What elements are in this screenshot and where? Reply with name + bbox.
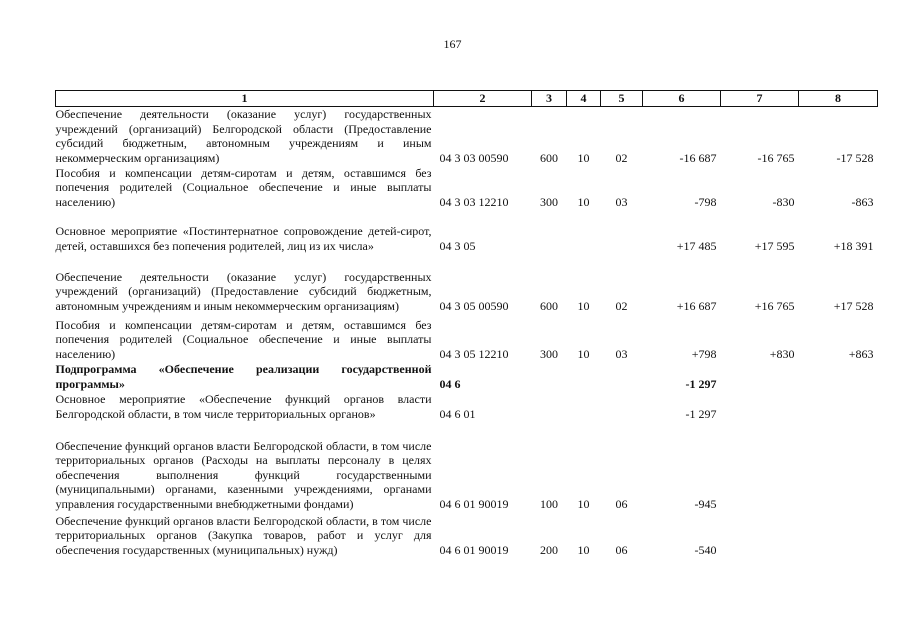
table-row	[56, 165, 878, 209]
row-value-1: -540	[694, 542, 717, 557]
row-value-2	[721, 511, 799, 557]
row-value-1: -1 297	[685, 406, 717, 421]
table-row	[56, 313, 878, 361]
row-vr: 600	[540, 298, 558, 313]
row-value-1: -16 687	[679, 150, 717, 165]
row-vr	[532, 209, 567, 253]
table-row	[56, 209, 878, 253]
row-code: 04 3 03 12210	[439, 194, 509, 209]
row-value-1: +798	[691, 346, 717, 361]
row-name: Основное мероприятие «Обеспечение функций органов власти Белгородской области, в том числе территориальных органов»	[55, 392, 432, 421]
row-pr	[601, 361, 643, 391]
row-value-3: +18 391	[833, 238, 874, 253]
row-rz	[567, 391, 601, 421]
row-rz: 10	[577, 346, 590, 361]
header-row	[56, 91, 878, 107]
row-value-3	[799, 391, 878, 421]
table-row	[56, 253, 878, 313]
row-vr: 200	[540, 542, 558, 557]
row-value-3: -17 528	[836, 150, 874, 165]
row-pr: 03	[615, 194, 628, 209]
row-pr: 06	[615, 542, 628, 557]
header-col-2: 2	[434, 91, 532, 107]
row-code: 04 6 01 90019	[439, 496, 509, 511]
row-name: Подпрограмма «Обеспечение реализации государственной программы»	[55, 362, 432, 391]
table-row	[56, 421, 878, 511]
row-value-2: +830	[769, 346, 795, 361]
row-pr: 03	[615, 346, 628, 361]
row-rz	[567, 209, 601, 253]
row-value-1: -945	[694, 496, 717, 511]
row-rz	[567, 361, 601, 391]
header-col-3: 3	[532, 91, 567, 107]
page-number: 167	[443, 37, 462, 51]
row-value-1: -798	[694, 194, 717, 209]
row-name: Обеспечение деятельности (оказание услуг) государственных учреждений (организаций) (Предоставление субсидий бюджетным, автономным учреждениям и иным некоммерческим организациям)	[55, 269, 432, 313]
row-value-3	[799, 361, 878, 391]
row-vr: 100	[540, 496, 558, 511]
row-pr: 02	[615, 298, 628, 313]
row-name: Обеспечение функций органов власти Белгородской области, в том числе территориальных органов (Расходы на выплаты персоналу в целях обеспечения выполнения функций государственными (муниципальными) органами, казенными учреждениями, органами управления государственными внебюджетными фондами)	[55, 438, 432, 511]
row-code: 04 3 05 00590	[439, 298, 509, 313]
budget-table	[55, 90, 878, 557]
row-value-2: -830	[772, 194, 795, 209]
row-code: 04 3 05	[439, 238, 476, 253]
header-col-4: 4	[567, 91, 601, 107]
row-name: Обеспечение функций органов власти Белгородской области, в том числе территориальных органов (Закупка товаров, работ и услуг для обеспечения государственных (муниципальных) нужд)	[55, 513, 432, 557]
row-value-3: -863	[851, 194, 874, 209]
header-col-8: 8	[799, 91, 878, 107]
row-vr	[532, 391, 567, 421]
row-value-1: -1 297	[685, 376, 717, 391]
row-name: Пособия и компенсации детям-сиротам и детям, оставшимся без попечения родителей (Социальное обеспечение и иные выплаты населению)	[55, 165, 432, 209]
table-row	[56, 511, 878, 557]
row-pr: 06	[615, 496, 628, 511]
row-value-3: +17 528	[833, 298, 874, 313]
table-body	[56, 107, 878, 558]
row-name: Пособия и компенсации детям-сиротам и детям, оставшимся без попечения родителей (Социальное обеспечение и иные выплаты населению)	[55, 317, 432, 361]
row-value-2: -16 765	[757, 150, 795, 165]
row-value-3	[799, 511, 878, 557]
row-name: Основное мероприятие «Постинтернатное сопровождение детей-сирот, детей, оставшихся без попечения родителей, лиц из их числа»	[55, 224, 432, 253]
header-col-7: 7	[721, 91, 799, 107]
row-pr: 02	[615, 150, 628, 165]
row-value-2	[721, 391, 799, 421]
row-rz: 10	[577, 194, 590, 209]
row-code: 04 6	[439, 376, 461, 391]
table-row	[56, 361, 878, 391]
row-vr	[532, 361, 567, 391]
row-value-2: +16 765	[754, 298, 795, 313]
row-value-1: +16 687	[676, 298, 717, 313]
row-code: 04 6 01	[439, 406, 476, 421]
row-rz: 10	[577, 150, 590, 165]
row-value-2	[721, 421, 799, 511]
table-row	[56, 107, 878, 166]
header-col-5: 5	[601, 91, 643, 107]
row-code: 04 3 03 00590	[439, 150, 509, 165]
row-vr: 600	[540, 150, 558, 165]
row-value-1: +17 485	[676, 238, 717, 253]
row-code: 04 3 05 12210	[439, 346, 509, 361]
row-rz: 10	[577, 542, 590, 557]
row-value-2: +17 595	[754, 238, 795, 253]
header-col-1: 1	[56, 91, 434, 107]
table-row	[56, 391, 878, 421]
row-value-2	[721, 361, 799, 391]
row-pr	[601, 209, 643, 253]
row-code: 04 6 01 90019	[439, 542, 509, 557]
header-col-6: 6	[643, 91, 721, 107]
row-pr	[601, 391, 643, 421]
row-value-3	[799, 421, 878, 511]
row-name: Обеспечение деятельности (оказание услуг) государственных учреждений (организаций) Белгородской области (Предоставление субсидий бюджетным, автономным учреждениям и иным некоммерческим организациям)	[55, 107, 432, 165]
row-rz: 10	[577, 496, 590, 511]
table-header	[56, 91, 878, 107]
row-vr: 300	[540, 346, 558, 361]
row-value-3: +863	[848, 346, 874, 361]
row-rz: 10	[577, 298, 590, 313]
row-vr: 300	[540, 194, 558, 209]
